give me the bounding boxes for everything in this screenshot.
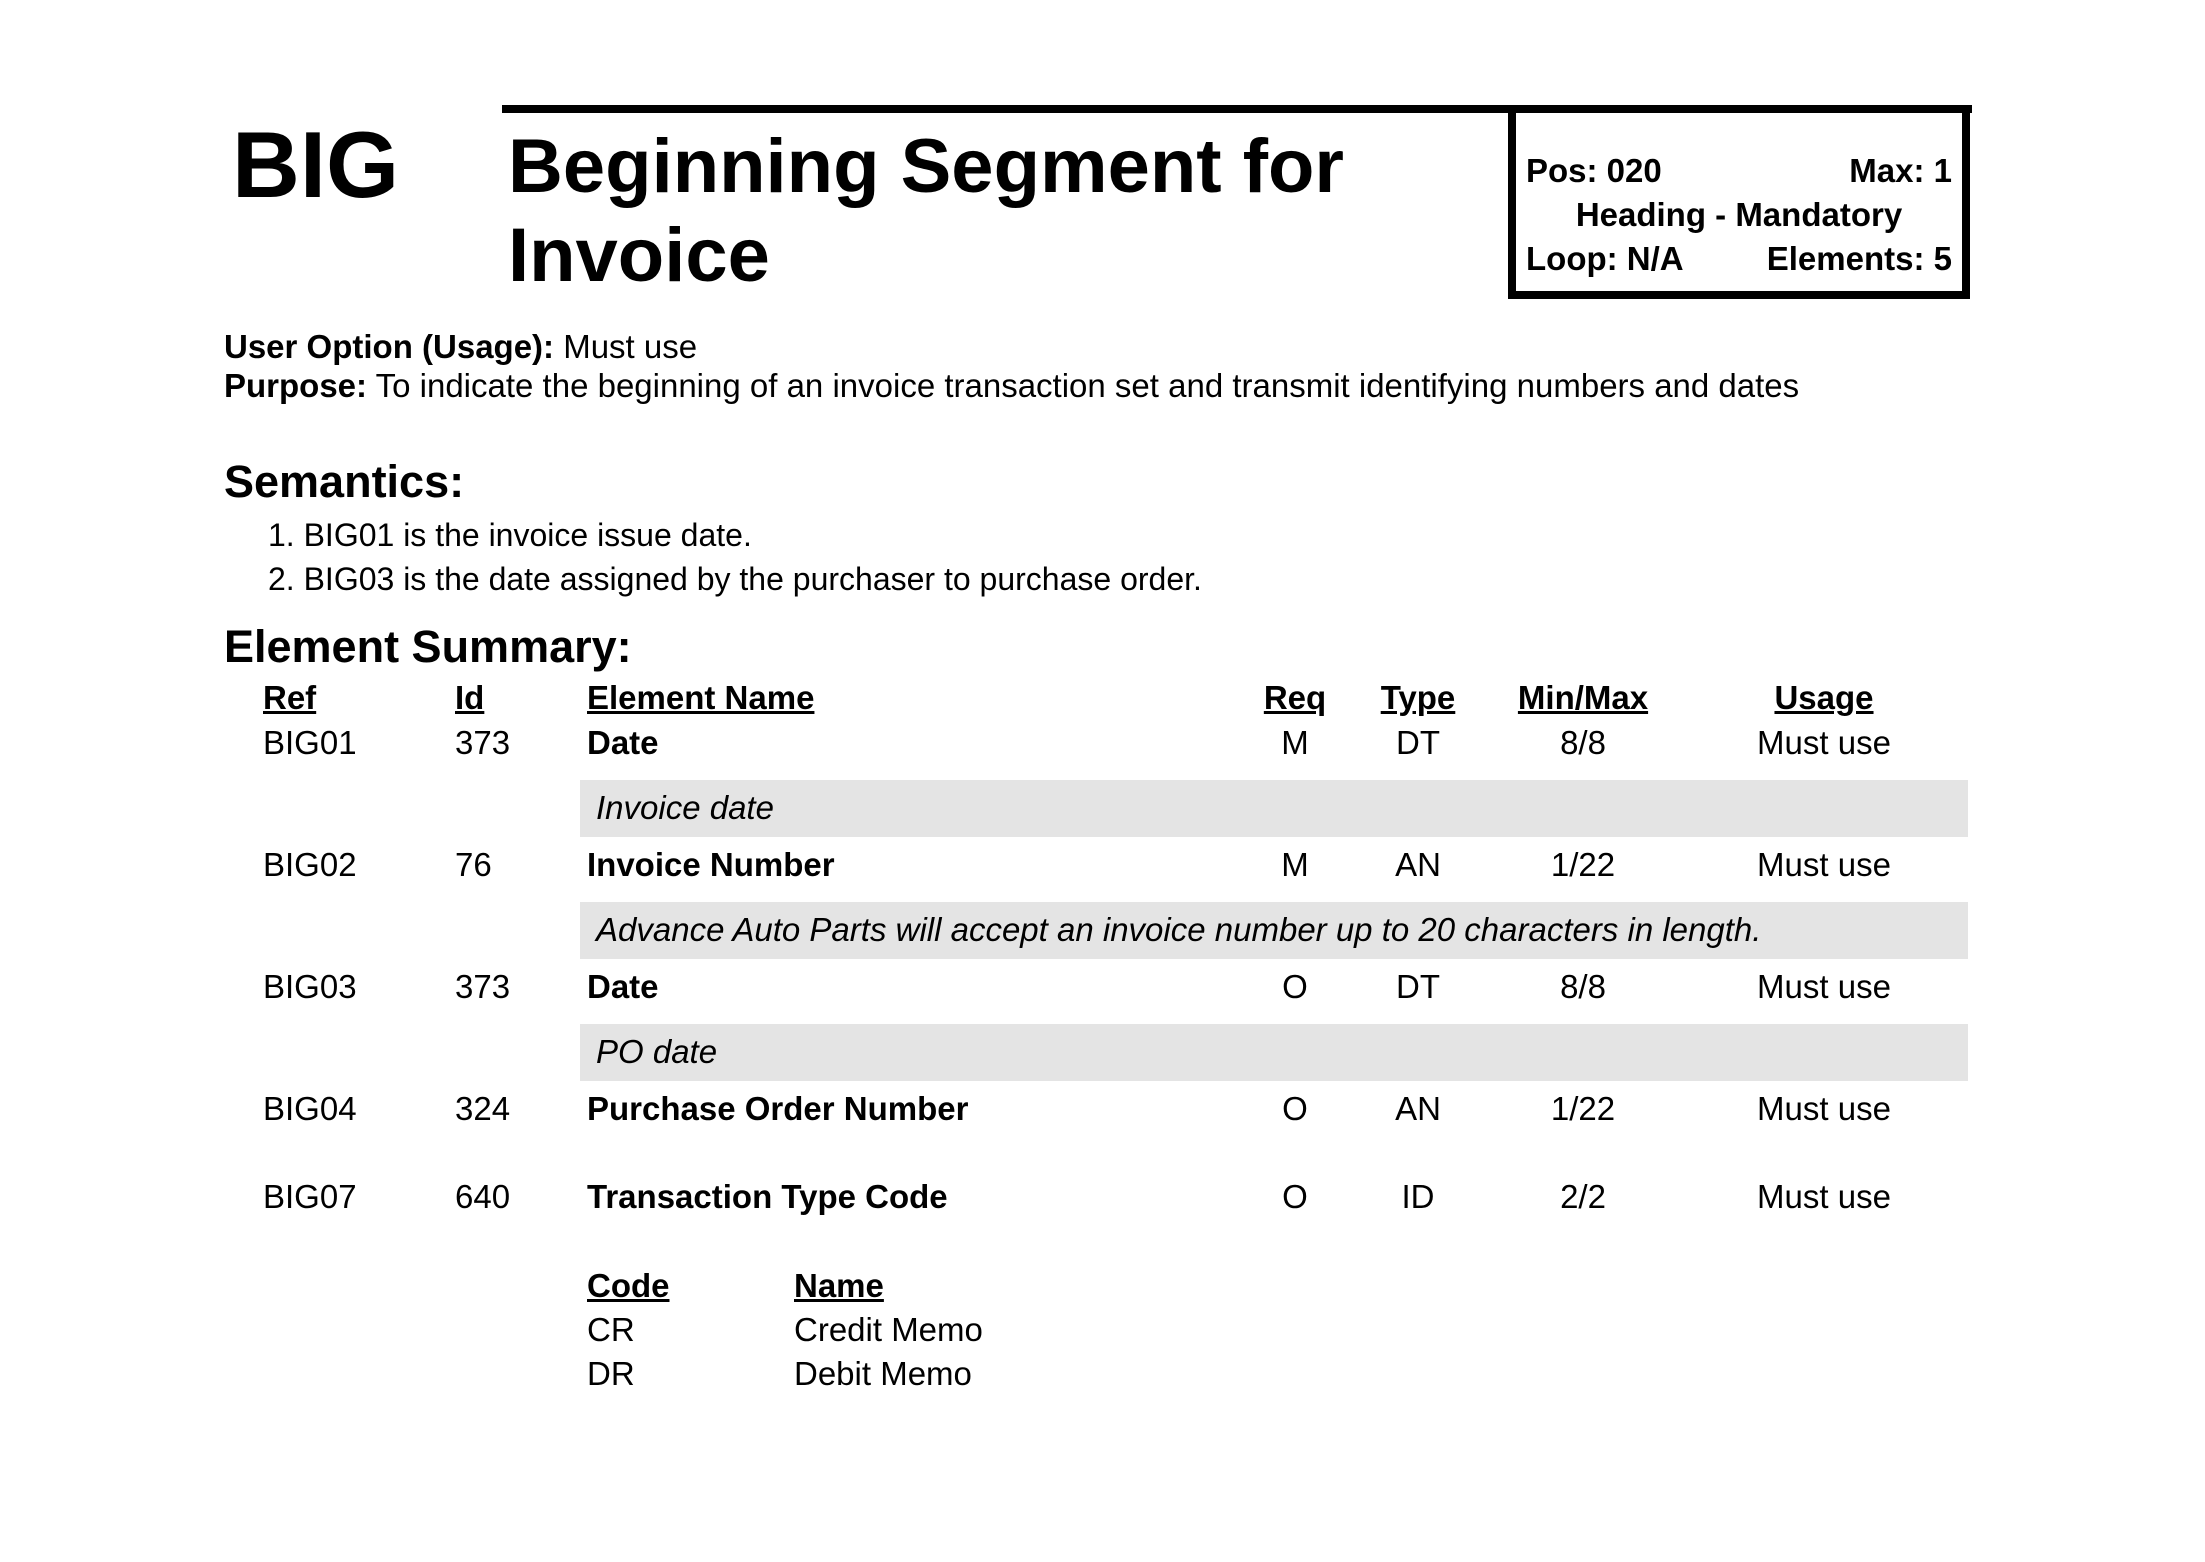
usage-line [224,327,697,367]
element-minmax: 8/8 [1560,968,1606,1005]
element-type: AN [1395,846,1441,883]
element-name: Purchase Order Number [587,1090,969,1127]
max-use-label: Max: 1 [1849,152,1952,189]
element-req: M [1281,846,1309,883]
element-id: 640 [455,1178,511,1215]
element-name: Date [587,968,659,1005]
element-type: AN [1395,1090,1441,1127]
column-header-element-name: Element Name [587,679,815,716]
element-ref: BIG02 [263,846,357,883]
code-value: DR [587,1355,635,1392]
element-note [580,1024,1968,1081]
element-usage: Must use [1757,1090,1891,1127]
element-note [580,780,1968,837]
element-summary-heading: Element Summary: [224,621,632,672]
element-note-text: Invoice date [596,789,774,826]
element-usage: Must use [1757,724,1891,761]
elements-count-label: Elements: 5 [1766,240,1952,277]
purpose-value: To indicate the beginning of an invoice transaction set and transmit identifying numbers and dates [375,367,1800,404]
element-ref: BIG01 [263,724,357,761]
element-req: O [1282,1178,1308,1215]
element-minmax: 2/2 [1560,1178,1606,1215]
code-name-column-header: Name [794,1267,884,1304]
element-minmax: 1/22 [1550,1090,1616,1127]
position-label: Pos: 020 [1526,152,1662,189]
loop-label: Loop: N/A [1526,240,1684,277]
segment-code: BIG [232,112,400,217]
usage-label: User Option (Usage): [224,328,555,365]
element-note-text: Advance Auto Parts will accept an invoice number up to 20 characters in length. [596,911,1762,948]
element-id: 373 [455,724,511,761]
column-header-usage: Usage [1774,679,1874,716]
column-header-type: Type [1380,679,1456,716]
segment-info-box [1508,105,1970,299]
purpose-line [224,366,1799,406]
element-usage: Must use [1757,846,1891,883]
code-column-header: Code [587,1267,670,1304]
element-type: DT [1396,724,1440,761]
element-ref: BIG03 [263,968,357,1005]
element-minmax: 1/22 [1550,846,1616,883]
element-req: O [1282,968,1308,1005]
column-header-id: Id [455,679,485,716]
segment-title [508,122,1488,300]
column-header-ref: Ref [263,679,317,716]
element-id: 324 [455,1090,511,1127]
segment-title-line2: Invoice [508,213,770,298]
element-usage: Must use [1757,968,1891,1005]
element-id: 76 [455,846,492,883]
code-name: Credit Memo [794,1311,983,1348]
element-usage: Must use [1757,1178,1891,1215]
element-ref: BIG07 [263,1178,357,1215]
code-name: Debit Memo [794,1355,972,1392]
element-req: O [1282,1090,1308,1127]
segment-title-line1: Beginning Segment for [508,124,1344,209]
element-note-text: PO date [596,1033,718,1070]
semantics-item: 2. BIG03 is the date assigned by the purchaser to purchase order. [268,561,1202,597]
section-label: Heading - Mandatory [1575,196,1903,233]
element-note [580,902,1968,959]
column-header-req: Req [1263,679,1327,716]
element-id: 373 [455,968,511,1005]
element-name: Transaction Type Code [587,1178,948,1215]
column-header-minmax: Min/Max [1517,679,1649,716]
code-value: CR [587,1311,635,1348]
element-ref: BIG04 [263,1090,357,1127]
element-minmax: 8/8 [1560,724,1606,761]
semantics-heading: Semantics: [224,456,465,507]
usage-value: Must use [563,328,698,365]
element-type: ID [1401,1178,1435,1215]
element-type: DT [1396,968,1440,1005]
element-name: Date [587,724,659,761]
purpose-label: Purpose: [224,367,368,404]
element-req: M [1281,724,1309,761]
element-name: Invoice Number [587,846,835,883]
semantics-item: 1. BIG01 is the invoice issue date. [268,517,752,553]
